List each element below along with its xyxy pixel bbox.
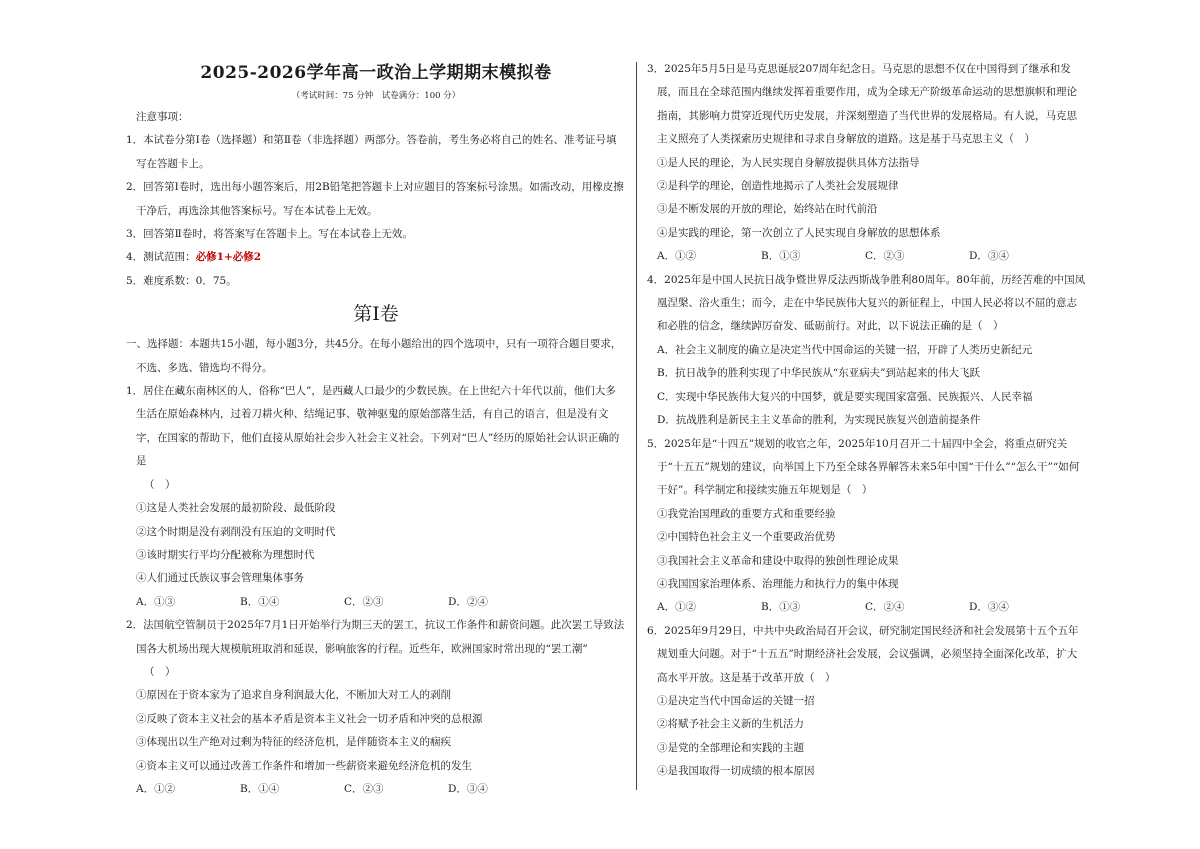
section-instructions: 一、选择题：本题共15小题，每小题3分，共45分。在每小题给出的四个选项中，只有一项符合题目要求，不选、多选、错选均不得分。 xyxy=(126,338,622,374)
statement: ②是科学的理论，创造性地揭示了人类社会发展规律 xyxy=(657,180,899,193)
option-a: A．①③ xyxy=(136,595,176,608)
option-c: C．②③ xyxy=(865,250,905,263)
notice-title: 注意事项： xyxy=(136,111,189,123)
option-c: C．②③ xyxy=(344,595,384,608)
option-d: D．③④ xyxy=(448,782,488,795)
statement: ③体现出以生产绝对过剩为特征的经济危机，是伴随资本主义的痼疾 xyxy=(136,736,451,749)
option-b: B．①④ xyxy=(240,595,280,608)
answer-paren: （ ） xyxy=(144,478,176,491)
option-c: C．②③ xyxy=(344,782,384,795)
statement: ②这个时期是没有剥削没有压迫的文明时代 xyxy=(136,525,336,538)
column-divider xyxy=(636,62,637,790)
answer-options xyxy=(647,245,1087,268)
statement: ②中国特色社会主义一个重要政治优势 xyxy=(657,531,836,544)
answer-paren: （ ） xyxy=(144,665,176,678)
scope-label: 4．测试范围： xyxy=(126,251,196,264)
question-stem: 5．2025年是“十四五”规划的收官之年，2025年10月召开二十届四中全会，将重点研究关于“十五五”规划的建议，向举国上下乃至全球各界解答未来5年中国“干什么”“怎么干”“如何干好”。科学制定和接续实施五年规划是（ ） xyxy=(647,437,1080,497)
statement: ①是决定当代中国命运的关键一招 xyxy=(657,694,815,707)
statement: ④人们通过氏族议事会管理集体事务 xyxy=(136,572,304,585)
option-statement: B．抗日战争的胜利实现了中华民族从“东亚病夫”到站起来的伟大飞跃 xyxy=(657,367,980,380)
option-b: B．①④ xyxy=(240,782,280,795)
exam-info: （考试时间：75 分钟 试卷满分：100 分） xyxy=(291,91,461,101)
option-a: A．①② xyxy=(136,782,176,795)
statement: ②反映了资本主义社会的基本矛盾是资本主义社会一切矛盾和冲突的总根源 xyxy=(136,712,483,725)
answer-options xyxy=(126,591,626,614)
option-d: D．③④ xyxy=(969,601,1009,614)
section-title: 第Ⅰ卷 xyxy=(353,303,399,326)
statement: ③我国社会主义革命和建设中取得的独创性理论成果 xyxy=(657,554,899,567)
statement: ④是实践的理论，第一次创立了人民实现自身解放的思想体系 xyxy=(657,226,941,239)
answer-options xyxy=(126,778,626,801)
statement: ④是我国取得一切成绩的根本原因 xyxy=(657,765,815,778)
exam-title: 2025-2026学年高一政治上学期期末模拟卷 xyxy=(200,63,552,83)
notice-difficulty: 5．难度系数：0．75。 xyxy=(126,274,237,287)
scope-value: 必修1+必修2 xyxy=(195,251,262,264)
option-c: C．②④ xyxy=(865,601,905,614)
statement: ①这是人类社会发展的最初阶段、最低阶段 xyxy=(136,502,336,515)
option-b: B．①③ xyxy=(761,601,801,614)
option-a: A．①② xyxy=(657,250,697,263)
option-statement: D．抗战胜利是新民主主义革命的胜利，为实现民族复兴创造前提条件 xyxy=(657,414,981,427)
statement: ③是党的全部理论和实践的主题 xyxy=(657,741,804,754)
notice-item: 3．回答第Ⅱ卷时，将答案写在答题卡上。写在本试卷上无效。 xyxy=(126,228,413,241)
statement: ④我国国家治理体系、治理能力和执行力的集中体现 xyxy=(657,577,899,590)
option-b: B．①③ xyxy=(761,250,801,263)
statement: ③该时期实行平均分配被称为理想时代 xyxy=(136,548,315,561)
statement: ④资本主义可以通过改善工作条件和增加一些薪资来避免经济危机的发生 xyxy=(136,759,472,772)
option-statement: A．社会主义制度的确立是决定当代中国命运的关键一招，开辟了人类历史新纪元 xyxy=(657,343,1033,356)
right-column xyxy=(647,58,1087,784)
statement: ①原因在于资本家为了追求自身利润最大化，不断加大对工人的剥削 xyxy=(136,689,451,702)
option-statement: C．实现中华民族伟大复兴的中国梦，就是要实现国家富强、民族振兴、人民幸福 xyxy=(657,390,1033,403)
option-a: A．①② xyxy=(657,601,697,614)
option-d: D．③④ xyxy=(969,250,1009,263)
question-stem: 2．法国航空管制员于2025年7月1日开始举行为期三天的罢工，抗议工作条件和薪资问题。此次罢工导致法国各大机场出现大规模航班取消和延误，影响旅客的行程。近些年，欧洲国家时常出现的“罢工潮” xyxy=(126,619,625,655)
question-stem: 3．2025年5月5日是马克思诞辰207周年纪念日。马克思的思想不仅在中国得到了继承和发展，而且在全球范围内继续发挥着重要作用，成为全球无产阶级革命运动的思想旗帜和理论指南，其影响力贯穿近现代历史发展，并深刻塑造了当代世界的发展格局。有人说，马克思主义照亮了人类探索历史规律和寻求自身解放的道路。这是基于马克思主义（ ） xyxy=(647,63,1077,146)
answer-options xyxy=(647,596,1087,619)
statement: ①是人民的理论，为人民实现自身解放提供具体方法指导 xyxy=(657,156,920,169)
question-stem: 1．居住在藏东南林区的人，俗称“巴人”，是西藏人口最少的少数民族。在上世纪六十年代以前，他们大多生活在原始森林内，过着刀耕火种、结绳记事、敬神驱鬼的原始部落生活，有自己的语言，但是没有文字，在国家的帮助下，他们直接从原始社会步入社会主义社会。下列对“巴人”经历的原始社会认识正确的是 xyxy=(126,385,620,468)
option-d: D．②④ xyxy=(448,595,488,608)
left-column xyxy=(126,58,626,801)
notice-scope xyxy=(126,246,626,269)
statement: ①我党治国理政的重要方式和重要经验 xyxy=(657,507,836,520)
statement: ②将赋予社会主义新的生机活力 xyxy=(657,718,804,731)
question-stem: 4．2025年是中国人民抗日战争暨世界反法西斯战争胜利80周年。80年前，历经苦难的中国凤凰涅槃、浴火重生；而今，走在中华民族伟大复兴的新征程上，中国人民必将以不屈的意志和必胜的信念，继续踔厉奋发、砥砺前行。对此，以下说法正确的是（ ） xyxy=(647,273,1086,333)
question-stem: 6．2025年9月29日，中共中央政治局召开会议，研究制定国民经济和社会发展第十五个五年规划重大问题。对于“十五五”时期经济社会发展，会议强调，必须坚持全面深化改革，扩大高水平开放。这是基于改革开放（ ） xyxy=(647,624,1079,684)
notice-item: 2．回答第Ⅰ卷时，选出每小题答案后，用2B铅笔把答题卡上对应题目的答案标号涂黑。如需改动，用橡皮擦干净后，再选涂其他答案标号。写在本试卷上无效。 xyxy=(126,181,624,217)
statement: ③是不断发展的开放的理论，始终站在时代前沿 xyxy=(657,203,878,216)
notice-item: 1．本试卷分第Ⅰ卷（选择题）和第Ⅱ卷（非选择题）两部分。答卷前，考生务必将自己的姓名、准考证号填写在答题卡上。 xyxy=(126,134,617,170)
